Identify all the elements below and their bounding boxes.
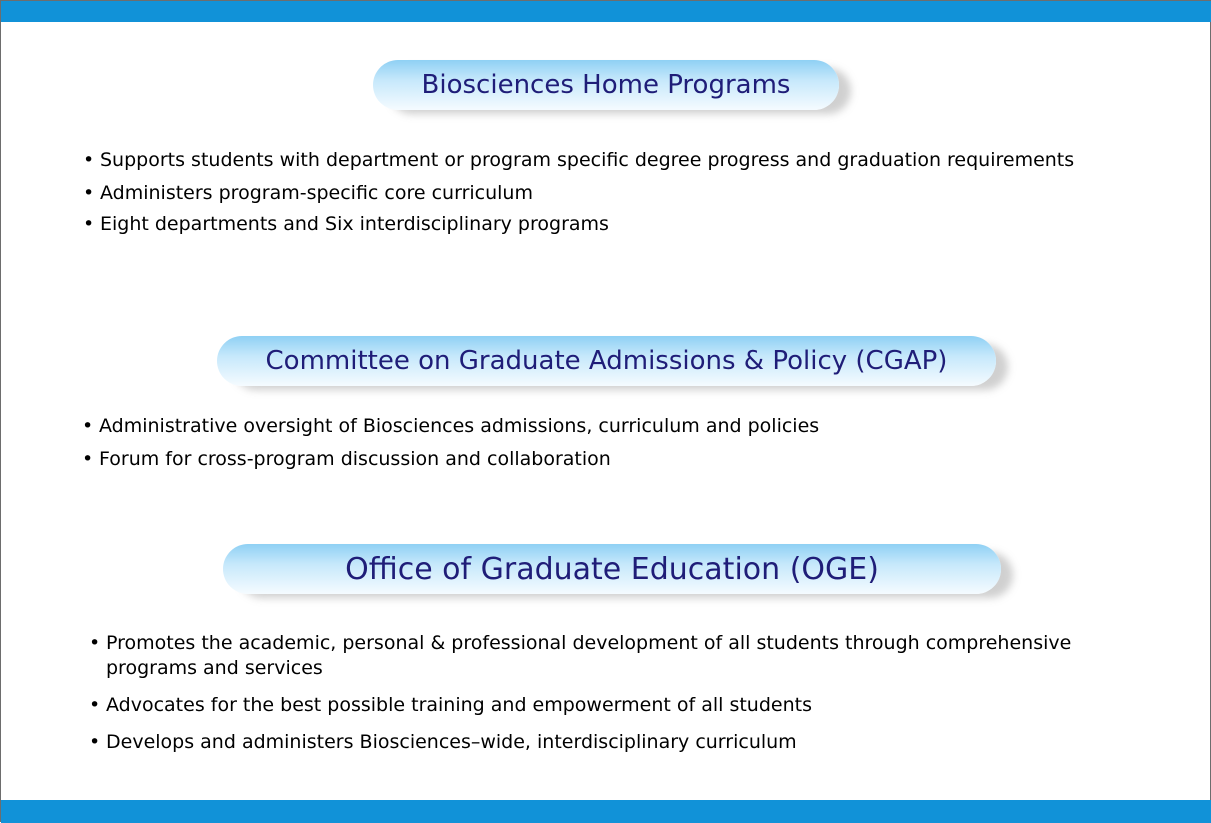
section-heading-home-programs: Biosciences Home Programs [373, 60, 839, 110]
section-heading-cgap: Committee on Graduate Admissions & Policy (CGAP) [217, 336, 996, 386]
bullet-icon: • [83, 213, 95, 235]
list-item [83, 179, 1074, 210]
section-heading-oge: Office of Graduate Education (OGE) [223, 544, 1001, 594]
list-item [89, 730, 1071, 755]
bullet-icon: • [89, 694, 101, 716]
bullet-icon: • [83, 149, 95, 171]
list-item-text: Eight departments and Six interdisciplinary programs [100, 213, 609, 235]
bullet-icon: • [82, 448, 94, 470]
list-item [83, 210, 1074, 243]
list-item-text: Administers program-specific core curriculum [100, 182, 533, 204]
bullet-icon: • [82, 415, 94, 437]
list-item [82, 412, 819, 445]
list-item-text: Promotes the academic, personal & professional development of all students through comprehensive [106, 632, 1072, 654]
oge-list [89, 631, 1071, 767]
top-accent-bar [1, 1, 1211, 22]
list-item-text-continuation: programs and services [106, 657, 323, 679]
bullet-icon: • [89, 731, 101, 753]
list-item-text: Develops and administers Biosciences–wide, interdisciplinary curriculum [106, 731, 797, 753]
list-item-text: Supports students with department or program specific degree progress and graduation requirements [100, 149, 1075, 171]
list-item-text: Administrative oversight of Biosciences admissions, curriculum and policies [99, 415, 820, 437]
bullet-icon: • [83, 182, 95, 204]
list-item [89, 693, 1071, 718]
list-item [83, 146, 1074, 179]
bullet-icon: • [89, 632, 101, 654]
home-programs-list [83, 146, 1074, 243]
list-item-text: Forum for cross-program discussion and collaboration [99, 448, 611, 470]
cgap-list [82, 412, 819, 478]
list-item [89, 631, 1071, 681]
list-item-text: Advocates for the best possible training and empowerment of all students [106, 694, 812, 716]
bottom-accent-bar [1, 800, 1211, 823]
list-item [82, 445, 819, 478]
